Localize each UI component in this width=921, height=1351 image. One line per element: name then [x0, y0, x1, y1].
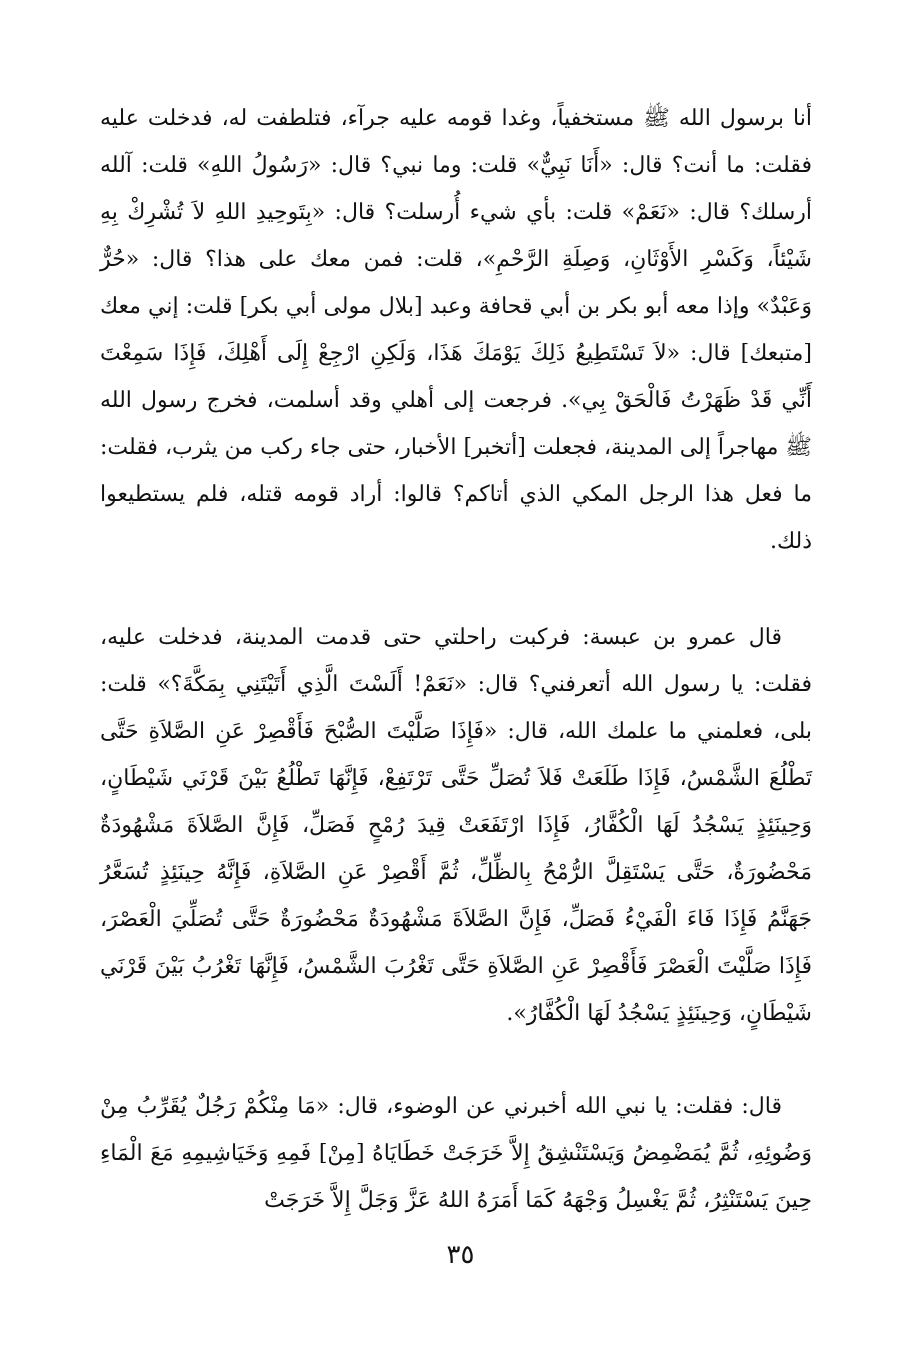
page-number: ٣٥: [446, 1240, 475, 1270]
paragraph-3: قال: فقلت: يا نبي الله أخبرني عن الوضوء، قال: «مَا مِنْكُمْ رَجُلٌ يُقَرِّبُ مِنْ وَضُوئِهِ، ثُمَّ يُمَضْمِضُ وَيَسْتَنْشِقُ إِلاَّ خَرَجَتْ خَطَايَاهُ [مِنْ] فَمِهِ وَخَيَاشِيمِهِ مَعَ الْمَاءِ حِينَ يَسْتَنْثِرُ، ثُمَّ يَغْسِلُ وَجْهَهُ كَمَا أَمَرَهُ اللهُ عَزَّ وَجَلَّ إِلاَّ خَرَجَتْ: [100, 1094, 812, 1213]
paragraph-2: قال عمرو بن عبسة: فركبت راحلتي حتى قدمت المدينة، فدخلت عليه، فقلت: يا رسول الله أتعرفني؟ قال: «نَعَمْ! أَلَسْتَ الَّذِي أَتَيْتَنِي بِمَكَّةَ؟» قلت: بلى، فعلمني ما علمك الله، قال: «فَإِذَا صَلَّيْتَ الصُّبْحَ فَأَقْصِرْ عَنِ الصَّلاَةِ حَتَّى تَطْلُعَ الشَّمْسُ، فَإِذَا طَلَعَتْ فَلاَ تُصَلِّ حَتَّى تَرْتَفِعْ، فَإِنَّهَا تَطْلُعُ بَيْنَ قَرْنَي شَيْطَانٍ، وَحِينَئِذٍ يَسْجُدُ لَهَا الْكُفَّارُ، فَإِذَا ارْتَفَعَتْ قِيدَ رُمْحٍ فَصَلِّ، فَإِنَّ الصَّلاَةَ مَشْهُودَةٌ مَحْضُورَةٌ، حَتَّى يَسْتَقِلَّ الرُّمْحُ بِالظِّلِّ، ثُمَّ أَقْصِرْ عَنِ الصَّلاَةِ، فَإِنَّهُ حِينَئِذٍ تُسَعَّرُ جَهَنَّمُ فَإِذَا فَاءَ الْفَيْءُ فَصَلِّ، فَإِنَّ الصَّلاَةَ مَشْهُودَةٌ مَحْضُورَةٌ حَتَّى تُصَلِّيَ الْعَصْرَ، فَإِذَا صَلَّيْتَ الْعَصْرَ فَأَقْصِرْ عَنِ الصَّلاَةِ حَتَّى تَغْرُبَ الشَّمْسُ، فَإِنَّهَا تَغْرُبُ بَيْنَ قَرْنَي شَيْطَانٍ، وَحِينَئِذٍ يَسْجُدُ لَهَا الْكُفَّارُ».: [100, 625, 813, 1026]
paragraph-1: أنا برسول الله ﷺ مستخفياً، وغدا قومه عليه جرآء، فتلطفت له، فدخلت عليه فقلت: ما أنت؟ قال: «أَنَا نَبِيٌّ» قلت: وما نبي؟ قال: «رَسُولُ اللهِ» قلت: آلله أرسلك؟ قال: «نَعَمْ» قلت: بأي شيء أُرسلت؟ قال: «بِتَوحِيدِ اللهِ لاَ تُشْرِكْ بِهِ شَيْئاً، وَكَسْرِ الأَوْثَانِ، وَصِلَةِ الرَّحْمِ»، قلت: فمن معك على هذا؟ قال: «حُرٌّ وَعَبْدٌ» وإذا معه أبو بكر بن أبي قحافة وعبد [بلال مولى أبي بكر] قلت: إني معك [متبعك] قال: «لاَ تَسْتَطِيعُ ذَلِكَ يَوْمَكَ هَذَا، وَلَكِنِ ارْجِعْ إِلَى أَهْلِكَ، فَإِذَا سَمِعْتَ أَنِّي قَدْ ظَهَرْتُ فَالْحَقْ بِي». فرجعت إلى أهلي وقد أسلمت، فخرج رسول الله ﷺ مهاجراً إلى المدينة، فجعلت [أتخبر] الأخبار، حتى جاء ركب من يثرب، فقلت: ما فعل هذا الرجل المكي الذي أتاكم؟ قالوا: أراد قومه قتله، فلم يستطيعوا ذلك.: [100, 106, 812, 554]
